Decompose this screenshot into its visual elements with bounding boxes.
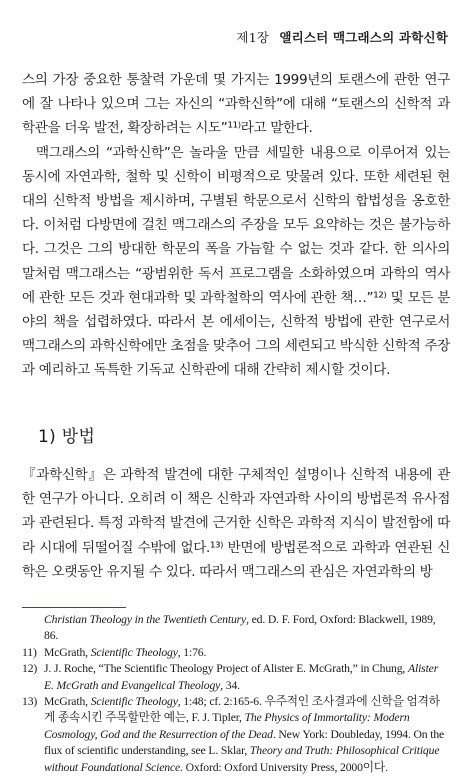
footnote-divider — [22, 607, 126, 608]
paragraph: 스의 가장 중요한 통찰력 가운데 몇 가지는 1999년의 토랜스에 관한 연구에 잘 나타나 있으며 그는 자신의 “과학신학”에 대해 “토랜스의 신학적 과학관을 더욱 발전, 확장하려는 시도”¹¹⁾라고 말한다. — [22, 72, 450, 137]
footnote-italic: Alister E. McGrath and Evangelical Theology — [44, 662, 439, 692]
footnotes — [22, 612, 450, 776]
footnote-11 — [22, 645, 450, 661]
running-head-chapter: 제1장 — [236, 30, 270, 45]
footnote-text: . New York: Doubleday, 1994. On the flux of scientific understanding, see L. Sklar, — [44, 727, 445, 758]
footnote-12 — [22, 661, 450, 694]
footnote-text: McGrath, — [44, 695, 91, 709]
footnote-italic: Christian Theology in the Twentieth Century — [44, 613, 247, 626]
body-text-block-1 — [22, 68, 450, 383]
paragraph: 맥그래스의 “과학신학”은 놀라울 만큼 세밀한 내용으로 이루어져 있는 동시에 자연과학, 철학 및 신학이 비평적으로 맞물려 있다. 또한 세련된 현대의 신학적 방법을 제시하며, 구별된 학문으로서 신학의 합법성을 옹호한다. 이처럼 다방면에 걸친 맥그래스의 주장을 모두 요약하는 것은 불가능하다. 그것은 그의 방대한 학문의 폭을 가늠할 수 없는 것과 같다. 한 의사의 말처럼 맥그래스는 “광범위한 독서 프로그램을 소화하였으며 과학의 역사에 관한 모든 것과 현대과학 및 과학철학의 역사에 관한 책…”¹²⁾ 및 모든 분야의 책을 섭렵하였다. 따라서 본 에세이는, 신학적 방법에 관한 연구로서 맥그래스의 과학신학에만 초점을 맞추어 그의 세련되고 박식한 신학적 주장과 예리하고 독특한 기독교 신학관에 대해 간략히 제시할 것이다. — [22, 144, 450, 379]
footnote-italic: The Physics of Immortality: Modern Cosmology, God and the Resurrection of the Dead — [44, 711, 410, 741]
footnote-text: , 1:76. — [177, 645, 207, 659]
footnote-italic: Scientific Theology — [90, 695, 178, 709]
footnote-number: 11) — [22, 645, 37, 659]
paragraph: 『과학신학』은 과학적 발견에 대한 구체적인 설명이나 신학적 내용에 관한 연구가 아니다. 오히려 이 책은 신학과 자연과학 사이의 방법론적 유사점과 관련된다. 특정 과학적 발견에 근거한 신학은 과학적 지식이 발전함에 따라 시대에 뒤떨어질 수밖에 없다.¹³⁾ 반면에 방법론적으로 과학과 연관된 신학은 오랫동안 유지될 수 있다. 따라서 맥그래스의 관심은 자연과학의 방 — [22, 467, 450, 580]
body-text-block-2 — [22, 463, 450, 584]
footnote-text: J. J. Roche, “The Scientific Theology Project of Alister E. McGrath,” in Chung, — [44, 662, 408, 676]
footnote-13 — [22, 694, 450, 776]
footnote-italic: Scientific Theology — [90, 645, 178, 659]
running-head — [236, 28, 448, 46]
footnote-number: 12) — [22, 662, 38, 676]
running-head-title: 앨리스터 맥그래스의 과학신학 — [279, 30, 448, 45]
footnote-text: , ed. D. F. Ford, Oxford: Blackwell, 1989, 86. — [44, 613, 436, 643]
footnote-text: . Oxford: Oxford University Press, 2000이다. — [180, 760, 388, 774]
footnote-continuation — [22, 612, 450, 645]
footnote-number: 13) — [22, 695, 38, 709]
footnote-text: , 1:48; cf. 2:165-6. 우주적인 조사결과에 신학을 엄격하게 종속시킨 주목할만한 예는, F. J. Tipler, — [44, 695, 440, 725]
footnote-text: McGrath, — [44, 645, 91, 659]
section-heading: 1) 방법 — [38, 427, 96, 447]
footnote-text: , 34. — [220, 678, 240, 692]
footnote-italic: Theory and Truth: Philosophical Critique without Foundational Science — [44, 744, 440, 774]
